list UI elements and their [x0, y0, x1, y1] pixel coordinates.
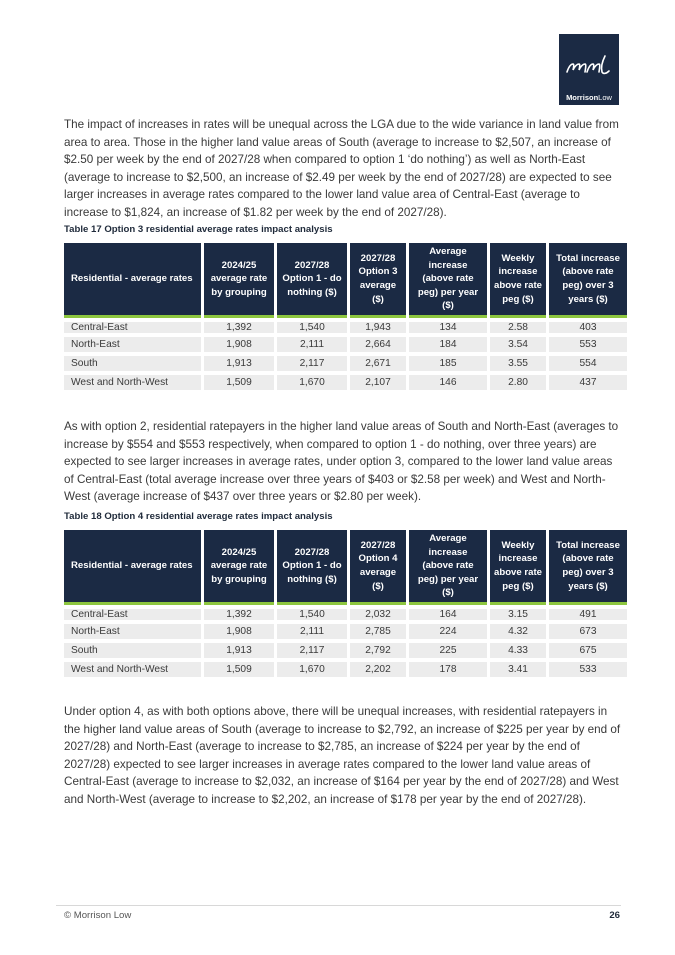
- table-row: [64, 318, 627, 337]
- table17-header-row: [64, 243, 627, 318]
- paragraph-option3-intro: The impact of increases in rates will be unequal across the LGA due to the wide variance in land value from area to area. Those in the higher land value areas of South (average to increase to $2,507, an increase of $2.50 per week by the end of 2027/28 when compared to option 1 ‘do nothing’) as well as North-East (average to increase to $2,500, an increase of $2.49 per week by the end of 2027/28) are expected to see larger increases in average rates compared to the lower land value area of Central-East (average to increase to $1,824, an increase of $1.82 per week by the end of 2027/28).: [64, 118, 619, 219]
- table-cell: 1,509: [204, 662, 274, 681]
- table-cell: West and North-West: [64, 375, 201, 394]
- table17-header-2024-25: 2024/25 average rate by grouping: [204, 243, 274, 318]
- table-cell: 4.33: [490, 643, 546, 662]
- table-cell: 184: [409, 337, 487, 356]
- table-cell: 1,908: [204, 624, 274, 643]
- table18-header-2024-25: 2024/25 average rate by grouping: [204, 530, 274, 605]
- table-cell: 2,792: [350, 643, 406, 662]
- table-cell: North-East: [64, 337, 201, 356]
- table-cell: 1,670: [277, 662, 347, 681]
- table-cell: 675: [549, 643, 627, 662]
- table-cell: 3.15: [490, 605, 546, 624]
- table-cell: Central-East: [64, 605, 201, 624]
- table-cell: West and North-West: [64, 662, 201, 681]
- table-cell: Central-East: [64, 318, 201, 337]
- table-cell: North-East: [64, 624, 201, 643]
- table-cell: 1,908: [204, 337, 274, 356]
- table-cell: 1,392: [204, 318, 274, 337]
- table-row: [64, 624, 627, 643]
- table-row: [64, 337, 627, 356]
- table-cell: 1,943: [350, 318, 406, 337]
- table-cell: 1,913: [204, 356, 274, 375]
- table17-option3-rates: [61, 243, 630, 394]
- table-cell: South: [64, 643, 201, 662]
- table18-header-option4: 2027/28 Option 4 average ($): [350, 530, 406, 605]
- table17-header-weekly: Weekly increase above rate peg ($): [490, 243, 546, 318]
- table18-caption: Table 18 Option 4 residential average rates impact analysis: [64, 511, 333, 522]
- table-cell: 2.58: [490, 318, 546, 337]
- page-number: 26: [609, 910, 620, 921]
- table-cell: 3.54: [490, 337, 546, 356]
- table-cell: 2,111: [277, 337, 347, 356]
- table-cell: 3.41: [490, 662, 546, 681]
- table-cell: 2,111: [277, 624, 347, 643]
- table-cell: 554: [549, 356, 627, 375]
- paragraph-option4-analysis: Under option 4, as with both options above, there will be unequal increases, with residential ratepayers in the higher land value areas of South (average to increase to $2,792, an increase of $225 per year by end of 2027/28) and North-East (average to increase to $2,785, an increase of $224 per year by the end of 2027/28) expected to see larger increases in average rates compared to the lower land value areas of Central-East (average to increase to $2,032, an increase of $164 per year by the end of 2027/28) and West and North-West (average to increase to $2,202, an increase of $178 per year by the end of 2027/28).: [64, 705, 621, 806]
- table18-option4-rates: [61, 530, 630, 681]
- table17-header-option3: 2027/28 Option 3 average ($): [350, 243, 406, 318]
- table-cell: 1,540: [277, 318, 347, 337]
- table-cell: 178: [409, 662, 487, 681]
- table-cell: 1,392: [204, 605, 274, 624]
- table18-header-total: Total increase (above rate peg) over 3 years ($): [549, 530, 627, 605]
- table-cell: 2,202: [350, 662, 406, 681]
- table-cell: 1,509: [204, 375, 274, 394]
- table-cell: 533: [549, 662, 627, 681]
- table17-header-avg-increase: Average increase (above rate peg) per year ($): [409, 243, 487, 318]
- table-cell: 2,117: [277, 643, 347, 662]
- table-cell: 185: [409, 356, 487, 375]
- table17-header-total: Total increase (above rate peg) over 3 years ($): [549, 243, 627, 318]
- table-cell: South: [64, 356, 201, 375]
- table-cell: 553: [549, 337, 627, 356]
- ml-monogram-icon: [565, 54, 613, 76]
- table-cell: 1,540: [277, 605, 347, 624]
- table-cell: 2,032: [350, 605, 406, 624]
- logo-brand-text: [559, 93, 619, 102]
- table18-header-avg-increase: Average increase (above rate peg) per year ($): [409, 530, 487, 605]
- table-cell: 491: [549, 605, 627, 624]
- paragraph-option3-analysis: As with option 2, residential ratepayers in the higher land value areas of South and North-East (averages to increase by $554 and $553 respectively, when compared to option 1 - do nothing, over three years) are expected to see larger increases in average rates, under option 3, compared to the lower land value areas of Central-East (total average increase over three years of $403 or $2.58 per week) and West and North-West (average increase of $437 over three years or $2.80 per week).: [64, 420, 619, 504]
- table-cell: 146: [409, 375, 487, 394]
- table18-header-row: [64, 530, 627, 605]
- table-cell: 2,664: [350, 337, 406, 356]
- table-row: [64, 662, 627, 681]
- logo-brand-light: Low: [598, 93, 612, 102]
- table-cell: 134: [409, 318, 487, 337]
- table-cell: 224: [409, 624, 487, 643]
- table-cell: 1,670: [277, 375, 347, 394]
- table17-caption: Table 17 Option 3 residential average rates impact analysis: [64, 224, 333, 235]
- footer-divider: [56, 905, 621, 906]
- table-row: [64, 643, 627, 662]
- morrison-low-logo: [559, 34, 619, 105]
- table-cell: 164: [409, 605, 487, 624]
- table-cell: 403: [549, 318, 627, 337]
- table-cell: 3.55: [490, 356, 546, 375]
- table-cell: 225: [409, 643, 487, 662]
- table-cell: 437: [549, 375, 627, 394]
- footer-copyright: © Morrison Low: [64, 910, 132, 921]
- table-row: [64, 356, 627, 375]
- table-row: [64, 375, 627, 394]
- table17-header-group: Residential - average rates: [64, 243, 201, 318]
- table18-header-weekly: Weekly increase above rate peg ($): [490, 530, 546, 605]
- table-row: [64, 605, 627, 624]
- table-cell: 4.32: [490, 624, 546, 643]
- logo-brand-bold: Morrison: [566, 93, 599, 102]
- table-cell: 1,913: [204, 643, 274, 662]
- table-cell: 2,785: [350, 624, 406, 643]
- table-cell: 2.80: [490, 375, 546, 394]
- table-cell: 2,117: [277, 356, 347, 375]
- table-cell: 2,107: [350, 375, 406, 394]
- table17-header-option1: 2027/28 Option 1 - do nothing ($): [277, 243, 347, 318]
- table18-header-group: Residential - average rates: [64, 530, 201, 605]
- table-cell: 2,671: [350, 356, 406, 375]
- table18-header-option1: 2027/28 Option 1 - do nothing ($): [277, 530, 347, 605]
- table-cell: 673: [549, 624, 627, 643]
